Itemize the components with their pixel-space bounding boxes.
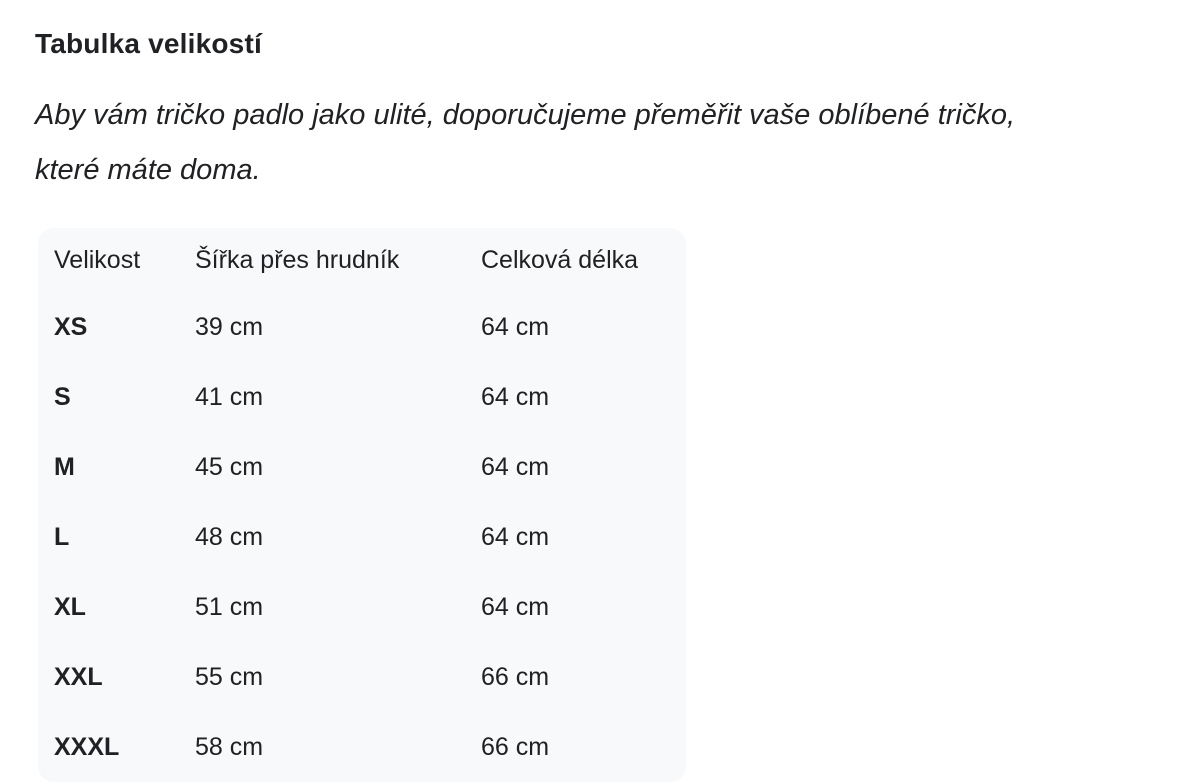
- chest-width-cell: 55 cm: [195, 662, 264, 691]
- table-row: [38, 362, 686, 432]
- chest-width-cell: 45 cm: [195, 452, 264, 481]
- size-cell: M: [54, 452, 75, 481]
- size-cell: XXL: [54, 662, 103, 691]
- total-length-cell: 64 cm: [481, 452, 550, 481]
- total-length-cell: 64 cm: [481, 592, 550, 621]
- total-length-cell: 66 cm: [481, 732, 550, 761]
- subtitle-line-2: které máte doma.: [35, 154, 261, 186]
- size-cell: S: [54, 382, 71, 411]
- total-length-cell: 64 cm: [481, 382, 550, 411]
- table-row: [38, 642, 686, 712]
- total-length-cell: 64 cm: [481, 312, 550, 341]
- column-header-total-length: Celková délka: [481, 245, 639, 274]
- total-length-cell: 64 cm: [481, 522, 550, 551]
- chest-width-cell: 51 cm: [195, 592, 264, 621]
- size-cell: XL: [54, 592, 86, 621]
- table-row: [38, 292, 686, 362]
- column-header-size: Velikost: [54, 245, 141, 274]
- size-table: [38, 228, 686, 782]
- page-subtitle: [35, 88, 1200, 198]
- size-table-body: [38, 292, 686, 782]
- table-row: [38, 712, 686, 782]
- chest-width-cell: 48 cm: [195, 522, 264, 551]
- chest-width-cell: 58 cm: [195, 732, 264, 761]
- size-cell: XXXL: [54, 732, 120, 761]
- table-row: [38, 432, 686, 502]
- chest-width-cell: 41 cm: [195, 382, 264, 411]
- subtitle-line-1: Aby vám tričko padlo jako ulité, doporučujeme přeměřit vaše oblíbené tričko,: [35, 99, 1016, 131]
- size-table-header-row: [38, 228, 686, 292]
- page-title: Tabulka velikostí: [35, 28, 262, 59]
- table-row: [38, 502, 686, 572]
- table-row: [38, 572, 686, 642]
- chest-width-cell: 39 cm: [195, 312, 264, 341]
- column-header-chest-width: Šířka přes hrudník: [195, 245, 400, 274]
- size-cell: L: [54, 522, 70, 551]
- total-length-cell: 66 cm: [481, 662, 550, 691]
- size-cell: XS: [54, 312, 88, 341]
